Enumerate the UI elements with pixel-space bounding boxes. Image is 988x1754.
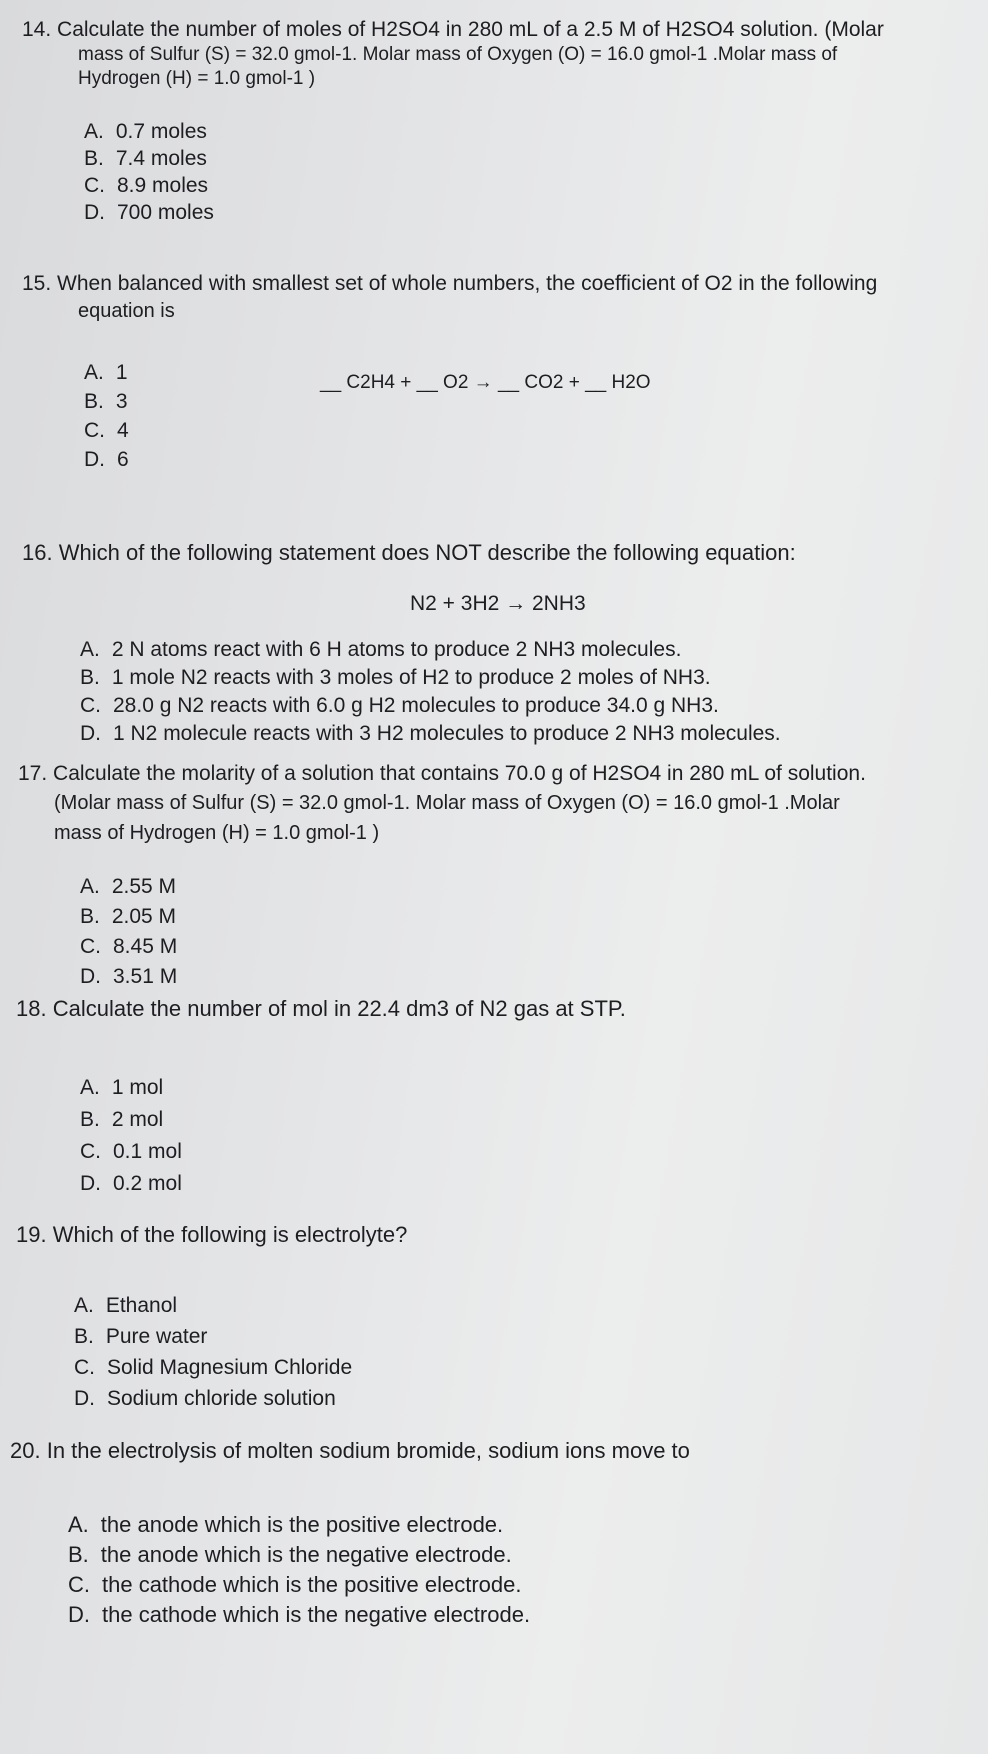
option-text: the cathode which is the positive electrode. [102,1572,522,1597]
option-text: 1 [115,361,128,384]
option-text: 2 mol [111,1108,164,1131]
option-c[interactable] [80,692,781,720]
option-a[interactable] [68,1510,530,1540]
question-number: 17. [18,762,48,785]
option-d[interactable] [84,445,129,474]
option-a[interactable] [84,118,214,145]
option-text: 4 [117,419,129,442]
option-letter: A. [68,1512,89,1537]
option-letter: B. [84,390,104,413]
option-text: 2 N atoms react with 6 H atoms to produce 2 NH3 molecules. [111,638,682,661]
option-text: 1 mole N2 reacts with 3 moles of H2 to produce 2 moles of NH3. [111,666,711,689]
option-letter: A. [74,1294,94,1317]
option-text: 0.7 moles [115,120,207,143]
option-text: Solid Magnesium Chloride [107,1356,353,1379]
question-14-line2: mass of Sulfur (S) = 32.0 gmol-1. Molar mass of Oxygen (O) = 16.0 gmol-1 .Molar mass of [78,44,838,65]
option-letter: A. [80,638,100,661]
question-19-options [74,1290,352,1414]
option-letter: C. [80,935,101,958]
option-letter: D. [80,722,101,745]
option-text: 7.4 moles [115,147,207,170]
option-c[interactable] [84,172,214,199]
option-letter: A. [84,361,104,384]
question-16-line1 [22,540,796,566]
option-a[interactable] [80,872,177,902]
option-letter: A. [80,1076,100,1099]
option-d[interactable] [80,1168,182,1200]
option-d[interactable] [80,962,177,992]
option-text: 700 moles [117,201,214,224]
option-b[interactable] [80,664,781,692]
option-letter: B. [80,1108,100,1131]
option-text: Pure water [105,1325,208,1348]
question-text: Calculate the molarity of a solution that contains 70.0 g of H2SO4 in 280 mL of solution. [53,762,866,785]
option-text: 2.05 M [111,905,177,928]
option-text: 6 [117,448,129,471]
option-text: 3 [115,390,128,413]
question-number: 18. [16,996,47,1021]
question-text: When balanced with smallest set of whole numbers, the coefficient of O2 in the following [57,272,878,295]
option-letter: D. [80,1172,101,1195]
question-19-line1 [16,1222,407,1248]
option-a[interactable] [80,1072,182,1104]
option-text: 8.9 moles [117,174,209,197]
option-letter: A. [80,875,100,898]
option-text: 1 N2 molecule reacts with 3 H2 molecules to produce 2 NH3 molecules. [113,722,781,745]
option-a[interactable] [80,636,781,664]
option-text: 28.0 g N2 reacts with 6.0 g H2 molecules to produce 34.0 g NH3. [113,694,719,717]
option-d[interactable] [84,199,214,226]
option-text: the anode which is the positive electrode. [100,1512,504,1537]
question-14-options [84,118,214,226]
option-letter: D. [74,1387,95,1410]
option-letter: A. [84,120,104,143]
option-text: 3.51 M [113,965,178,988]
option-letter: C. [84,174,105,197]
option-d[interactable] [68,1600,530,1630]
option-letter: C. [80,1140,101,1163]
equation-16: N2 + 3H2 → 2NH3 [410,592,586,615]
question-15-line1 [22,272,877,296]
question-14-line3: Hydrogen (H) = 1.0 gmol-1 ) [78,68,316,89]
question-number: 14. [22,18,52,41]
option-text: 2.55 M [111,875,177,898]
question-number: 19. [16,1222,47,1247]
option-text: 8.45 M [113,935,178,958]
question-text: Calculate the number of mol in 22.4 dm3 of N2 gas at STP. [52,996,626,1021]
option-d[interactable] [80,720,781,748]
question-16-options [80,636,781,748]
question-14-line1 [22,18,884,42]
question-17-line1 [18,762,866,786]
option-d[interactable] [74,1383,352,1414]
option-letter: B. [74,1325,94,1348]
option-letter: D. [84,448,105,471]
question-text: Which of the following is electrolyte? [52,1222,408,1247]
option-text: 1 mol [111,1076,164,1099]
option-c[interactable] [80,932,177,962]
question-number: 15. [22,272,52,295]
option-c[interactable] [74,1352,352,1383]
question-20-line1 [10,1438,690,1464]
option-letter: C. [80,694,101,717]
option-text: 0.2 mol [113,1172,182,1195]
option-text: Sodium chloride solution [107,1387,336,1410]
option-b[interactable] [84,145,214,172]
option-letter: B. [80,666,100,689]
option-a[interactable] [74,1290,352,1321]
option-b[interactable] [68,1540,530,1570]
option-letter: C. [68,1572,90,1597]
option-c[interactable] [84,416,129,445]
option-text: the cathode which is the negative electrode. [102,1602,531,1627]
question-17-options [80,872,177,992]
question-18-options [80,1072,182,1200]
question-17-line3: mass of Hydrogen (H) = 1.0 gmol-1 ) [54,822,380,844]
option-letter: B. [84,147,104,170]
question-text: Calculate the number of moles of H2SO4 in 280 mL of a 2.5 M of H2SO4 solution. (Molar [57,18,884,41]
option-b[interactable] [84,387,129,416]
option-letter: D. [84,201,105,224]
question-number: 20. [10,1438,41,1463]
question-number: 16. [22,540,53,565]
equation-15: __ C2H4 + __ O2 → __ CO2 + __ H2O [320,372,651,393]
option-letter: B. [68,1542,89,1567]
option-letter: C. [74,1356,95,1379]
question-20-options [68,1510,530,1630]
option-b[interactable] [80,1104,182,1136]
option-text: the anode which is the negative electrode. [100,1542,512,1567]
option-a[interactable] [84,358,129,387]
question-text: In the electrolysis of molten sodium bromide, sodium ions move to [46,1438,690,1463]
option-letter: C. [84,419,105,442]
option-text: 0.1 mol [113,1140,182,1163]
option-b[interactable] [80,902,177,932]
question-18-line1 [16,996,626,1022]
option-c[interactable] [80,1136,182,1168]
question-text: Which of the following statement does NOT describe the following equation: [58,540,796,565]
question-17-line2: (Molar mass of Sulfur (S) = 32.0 gmol-1. Molar mass of Oxygen (O) = 16.0 gmol-1 .Molar [54,792,840,814]
question-15-options [84,358,129,474]
option-text: Ethanol [105,1294,178,1317]
option-c[interactable] [68,1570,530,1600]
option-letter: B. [80,905,100,928]
option-letter: D. [80,965,101,988]
option-b[interactable] [74,1321,352,1352]
option-letter: D. [68,1602,90,1627]
question-15-line2: equation is [78,300,175,322]
